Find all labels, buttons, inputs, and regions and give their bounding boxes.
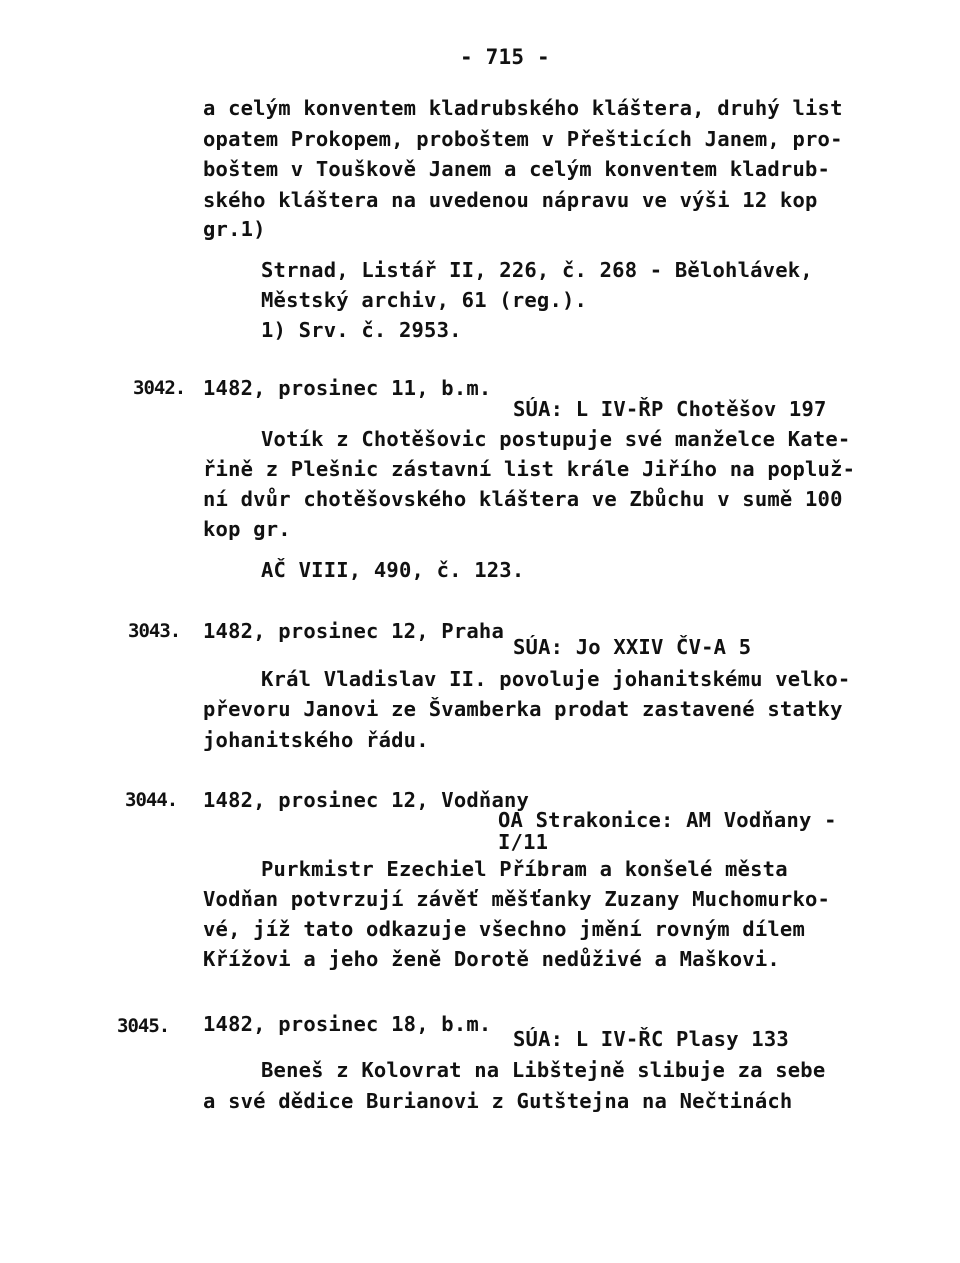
entry-number: 3042.: [133, 377, 186, 399]
regest-line: řině z Plešnic zástavní list krále Jiřího na popluž-: [203, 457, 856, 481]
body-line: gr.1): [203, 217, 266, 241]
regest-line: Beneš z Kolovrat na Libštejně slibuje za sebe: [261, 1058, 826, 1082]
regest-line: kop gr.: [203, 517, 291, 541]
regest-line: Purkmistr Ezechiel Příbram a konšelé města: [261, 857, 788, 881]
page-number: - 715 -: [460, 45, 550, 69]
regest-line: ní dvůr chotěšovského kláštera ve Zbůchu v sumě 100: [203, 487, 843, 511]
source-line: Strnad, Listář II, 226, č. 268 - Bělohlávek,: [261, 258, 813, 282]
entry-number: 3043.: [128, 620, 181, 642]
entry-date: 1482, prosinec 18, b.m.: [203, 1012, 492, 1036]
regest-line: a své dědice Burianovi z Gutštejna na Nečtinách: [203, 1089, 793, 1113]
entry-date: 1482, prosinec 11, b.m.: [203, 376, 492, 400]
regest-line: vé, jíž tato odkazuje všechno jmění rovným dílem: [203, 917, 806, 941]
archive-signature: SÚA: L IV-ŘC Plasy 133: [513, 1027, 789, 1051]
entry-date: 1482, prosinec 12, Praha: [203, 619, 505, 643]
entry-date: 1482, prosinec 12, Vodňany: [203, 788, 530, 812]
regest-line: Votík z Chotěšovic postupuje své manželce Kate-: [261, 427, 851, 451]
body-line: opatem Prokopem, proboštem v Přešticích Janem, pro-: [203, 127, 843, 151]
entry-number: 3044.: [125, 789, 178, 811]
regest-line: převoru Janovi ze Švamberka prodat zastavené statky: [203, 697, 843, 721]
archive-signature: SÚA: Jo XXIV ČV-A 5: [513, 635, 752, 659]
entry-number: 3045.: [117, 1015, 170, 1037]
archive-signature: OA Strakonice: AM Vodňany -: [498, 808, 837, 832]
source-line: Městský archiv, 61 (reg.).: [261, 288, 588, 312]
regest-line: Vodňan potvrzují závěť měšťanky Zuzany Muchomurko-: [203, 887, 831, 911]
footnote-line: 1) Srv. č. 2953.: [261, 318, 462, 342]
archive-signature-cont: I/11: [498, 830, 549, 854]
body-line: a celým konventem kladrubského kláštera, druhý list: [203, 96, 843, 120]
archive-signature: SÚA: L IV-ŘP Chotěšov 197: [513, 397, 827, 421]
body-line: boštem v Touškově Janem a celým konventem kladrub-: [203, 157, 831, 181]
regest-line: Král Vladislav II. povoluje johanitskému velko-: [261, 667, 851, 691]
regest-line: Křížovi a jeho ženě Dorotě nedůživé a Maškovi.: [203, 947, 780, 971]
body-line: ského kláštera na uvedenou nápravu ve výši 12 kop: [203, 188, 818, 212]
regest-line: johanitského řádu.: [203, 728, 429, 752]
edition-reference: AČ VIII, 490, č. 123.: [261, 558, 525, 582]
